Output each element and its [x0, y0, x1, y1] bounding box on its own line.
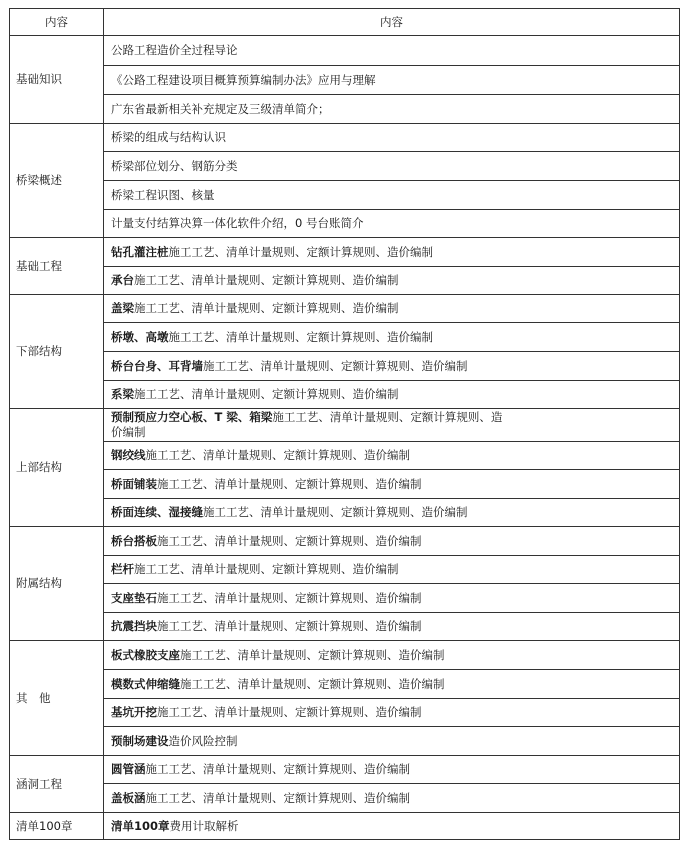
- content-topic-bold: 桥台搭板: [111, 533, 157, 548]
- content-cell: [104, 613, 680, 641]
- content-cell: [104, 295, 680, 323]
- content-cell: [104, 267, 680, 295]
- table-row: [10, 181, 680, 210]
- table-row: [10, 499, 680, 527]
- content-cell: [104, 527, 680, 556]
- content-line: [111, 819, 671, 834]
- content-line: [111, 73, 671, 88]
- category-cell: 下部结构: [10, 295, 104, 409]
- content-line: [111, 448, 671, 463]
- content-text-continued: 价编制: [111, 425, 146, 439]
- table-row: [10, 613, 680, 641]
- table-row: [10, 556, 680, 584]
- table-row: [10, 527, 680, 556]
- content-line: [111, 102, 671, 117]
- content-text: 施工工艺、清单计量规则、定额计算规则、造价编制: [157, 619, 422, 633]
- category-cell: 桥梁概述: [10, 124, 104, 238]
- content-line: [111, 245, 671, 260]
- content-topic-bold: 钢绞线: [111, 448, 146, 462]
- content-cell: [104, 124, 680, 152]
- content-line: [111, 591, 671, 606]
- content-line: [111, 734, 671, 749]
- content-text: 桥梁部位划分、钢筋分类: [111, 158, 238, 173]
- content-topic-bold: 桥面铺装: [111, 476, 157, 491]
- content-text: 施工工艺、清单计量规则、定额计算规则、造价编制: [145, 448, 410, 462]
- content-cell: [104, 95, 680, 124]
- content-text: 施工工艺、清单计量规则、定额计算规则、造价编制: [134, 301, 399, 315]
- table-row: [10, 727, 680, 756]
- content-topic-bold: 盖梁: [111, 301, 134, 315]
- table-row: [10, 267, 680, 295]
- content-text: 施工工艺、清单计量规则、定额计算规则、造价编制: [180, 676, 445, 691]
- content-cell: [104, 784, 680, 813]
- content-topic-bold: 承台: [111, 273, 134, 287]
- table-row: [10, 36, 680, 66]
- content-topic-bold: 抗震挡块: [111, 619, 157, 633]
- content-line: [111, 677, 671, 692]
- content-cell: [104, 470, 680, 499]
- content-topic-bold: 桥面连续、湿接缝: [111, 505, 203, 519]
- table-row: [10, 323, 680, 352]
- table-body: [10, 36, 680, 840]
- content-line: [111, 273, 671, 288]
- content-line: [111, 505, 671, 520]
- table-row: [10, 756, 680, 784]
- content-text: 费用计取解析: [169, 818, 239, 833]
- content-line: [111, 159, 671, 174]
- category-cell: 附属结构: [10, 527, 104, 641]
- content-cell: [104, 641, 680, 670]
- content-cell: [104, 556, 680, 584]
- content-topic-bold: 桥台台身、耳背墙: [111, 358, 203, 373]
- content-cell: [104, 670, 680, 699]
- table-row: [10, 784, 680, 813]
- content-line: [111, 130, 671, 145]
- content-cell: [104, 36, 680, 66]
- content-text: 施工工艺、清单计量规则、定额计算规则、造价编制: [134, 562, 399, 576]
- table-row: [10, 210, 680, 238]
- content-cell: [104, 756, 680, 784]
- table-row: [10, 470, 680, 499]
- content-line: [111, 359, 671, 374]
- content-topic-bold: 基坑开挖: [111, 705, 157, 719]
- table-header-row: [10, 9, 680, 36]
- content-line: [111, 387, 671, 402]
- content-text: 施工工艺、清单计量规则、定额计算规则、造价编制: [203, 358, 468, 373]
- content-text: 施工工艺、清单计量规则、定额计算规则、造价编制: [168, 244, 433, 259]
- category-cell: 清单100章: [10, 813, 104, 840]
- content-topic-bold: 预制预应力空心板、T 梁、箱梁: [111, 410, 273, 424]
- table-row: [10, 352, 680, 381]
- content-cell: [104, 381, 680, 409]
- content-text: 施工工艺、清单计量规则、定额计算规则、造价编制: [134, 387, 399, 401]
- course-outline-table: [9, 8, 680, 840]
- content-line: [111, 534, 671, 549]
- content-line: [111, 619, 671, 634]
- table-row: [10, 813, 680, 840]
- content-text: 造价风险控制: [168, 733, 238, 748]
- content-cell: [104, 152, 680, 181]
- content-line: [111, 410, 671, 425]
- content-topic-bold: 系梁: [111, 387, 134, 401]
- content-topic-bold: 清单100章: [111, 818, 170, 833]
- content-text: 施工工艺、清单计量规则、定额计算规则、造价编制: [157, 590, 422, 605]
- content-cell: [104, 323, 680, 352]
- content-topic-bold: 桥墩、高墩: [111, 329, 169, 344]
- content-line: [111, 188, 671, 203]
- table-row: [10, 238, 680, 267]
- content-cell: [104, 409, 680, 442]
- category-cell: 涵洞工程: [10, 756, 104, 813]
- content-line: [111, 43, 671, 58]
- content-text: 施工工艺、清单计量规则、定额计算规则、造价编制: [157, 476, 422, 491]
- table-row: [10, 641, 680, 670]
- content-cell: [104, 352, 680, 381]
- content-text: 桥梁工程识图、核量: [111, 187, 215, 202]
- content-line: [111, 562, 671, 577]
- table-row: [10, 152, 680, 181]
- content-text: 施工工艺、清单计量规则、定额计算规则、造价编制: [168, 329, 433, 344]
- content-cell: [104, 210, 680, 238]
- content-topic-bold: 预制场建设: [111, 733, 169, 748]
- content-cell: [104, 66, 680, 95]
- content-text: 施工工艺、清单计量规则、定额计算规则、造价编制: [180, 647, 445, 662]
- table-row: [10, 381, 680, 409]
- table-row: [10, 584, 680, 613]
- category-cell: 其 他: [10, 641, 104, 756]
- content-cell: [104, 584, 680, 613]
- content-topic-bold: 圆管涵: [111, 762, 146, 776]
- table-row: [10, 124, 680, 152]
- table-row: [10, 670, 680, 699]
- content-cell: [104, 727, 680, 756]
- content-cell: [104, 813, 680, 840]
- content-text: 施工工艺、清单计量规则、定额计算规则、造价编制: [157, 533, 422, 548]
- content-cell: [104, 442, 680, 470]
- content-cell: [104, 499, 680, 527]
- content-text: 公路工程造价全过程导论: [111, 43, 238, 57]
- category-cell: 基础知识: [10, 36, 104, 124]
- content-text: 施工工艺、清单计量规则、定额计算规则、造价编制: [203, 505, 468, 519]
- content-text: 施工工艺、清单计量规则、定额计算规则、造价编制: [157, 705, 422, 719]
- content-line: [111, 791, 671, 806]
- content-text: 计量支付结算决算一体化软件介绍，0 号台账简介: [111, 216, 364, 230]
- content-text: 桥梁的组成与结构认识: [111, 130, 226, 144]
- table-row: [10, 442, 680, 470]
- course-outline-document: [9, 8, 680, 840]
- content-text: 施工工艺、清单计量规则、定额计算规则、造价编制: [134, 273, 399, 287]
- content-line: [111, 705, 671, 720]
- content-cell: [104, 699, 680, 727]
- content-text: 施工工艺、清单计量规则、定额计算规则、造价编制: [145, 762, 410, 776]
- table-row: [10, 699, 680, 727]
- content-text: 《公路工程建设项目概算预算编制办法》应用与理解: [111, 72, 376, 87]
- content-text: 施工工艺、清单计量规则、定额计算规则、造价编制: [145, 790, 410, 805]
- content-topic-bold: 板式橡胶支座: [111, 647, 180, 662]
- content-topic-bold: 盖板涵: [111, 790, 146, 805]
- content-line: [111, 330, 671, 345]
- category-cell: 上部结构: [10, 409, 104, 527]
- content-topic-bold: 模数式伸缩缝: [111, 676, 180, 691]
- content-line: [111, 648, 671, 663]
- header-category: 内容: [10, 9, 104, 36]
- header-content: 内容: [104, 9, 680, 36]
- content-line: [111, 216, 671, 231]
- content-topic-bold: 支座垫石: [111, 590, 157, 605]
- content-text: 施工工艺、清单计量规则、定额计算规则、造: [272, 410, 503, 424]
- content-line: [111, 301, 671, 316]
- table-row: [10, 409, 680, 442]
- content-topic-bold: 钻孔灌注桩: [111, 244, 169, 259]
- content-cell: [104, 238, 680, 267]
- table-row: [10, 66, 680, 95]
- category-cell: 基础工程: [10, 238, 104, 295]
- content-topic-bold: 栏杆: [111, 562, 134, 576]
- content-line: [111, 762, 671, 777]
- content-text: 广东省最新相关补充规定及三级清单简介；: [111, 101, 330, 116]
- content-line: [111, 477, 671, 492]
- table-row: [10, 295, 680, 323]
- table-row: [10, 95, 680, 124]
- content-cell: [104, 181, 680, 210]
